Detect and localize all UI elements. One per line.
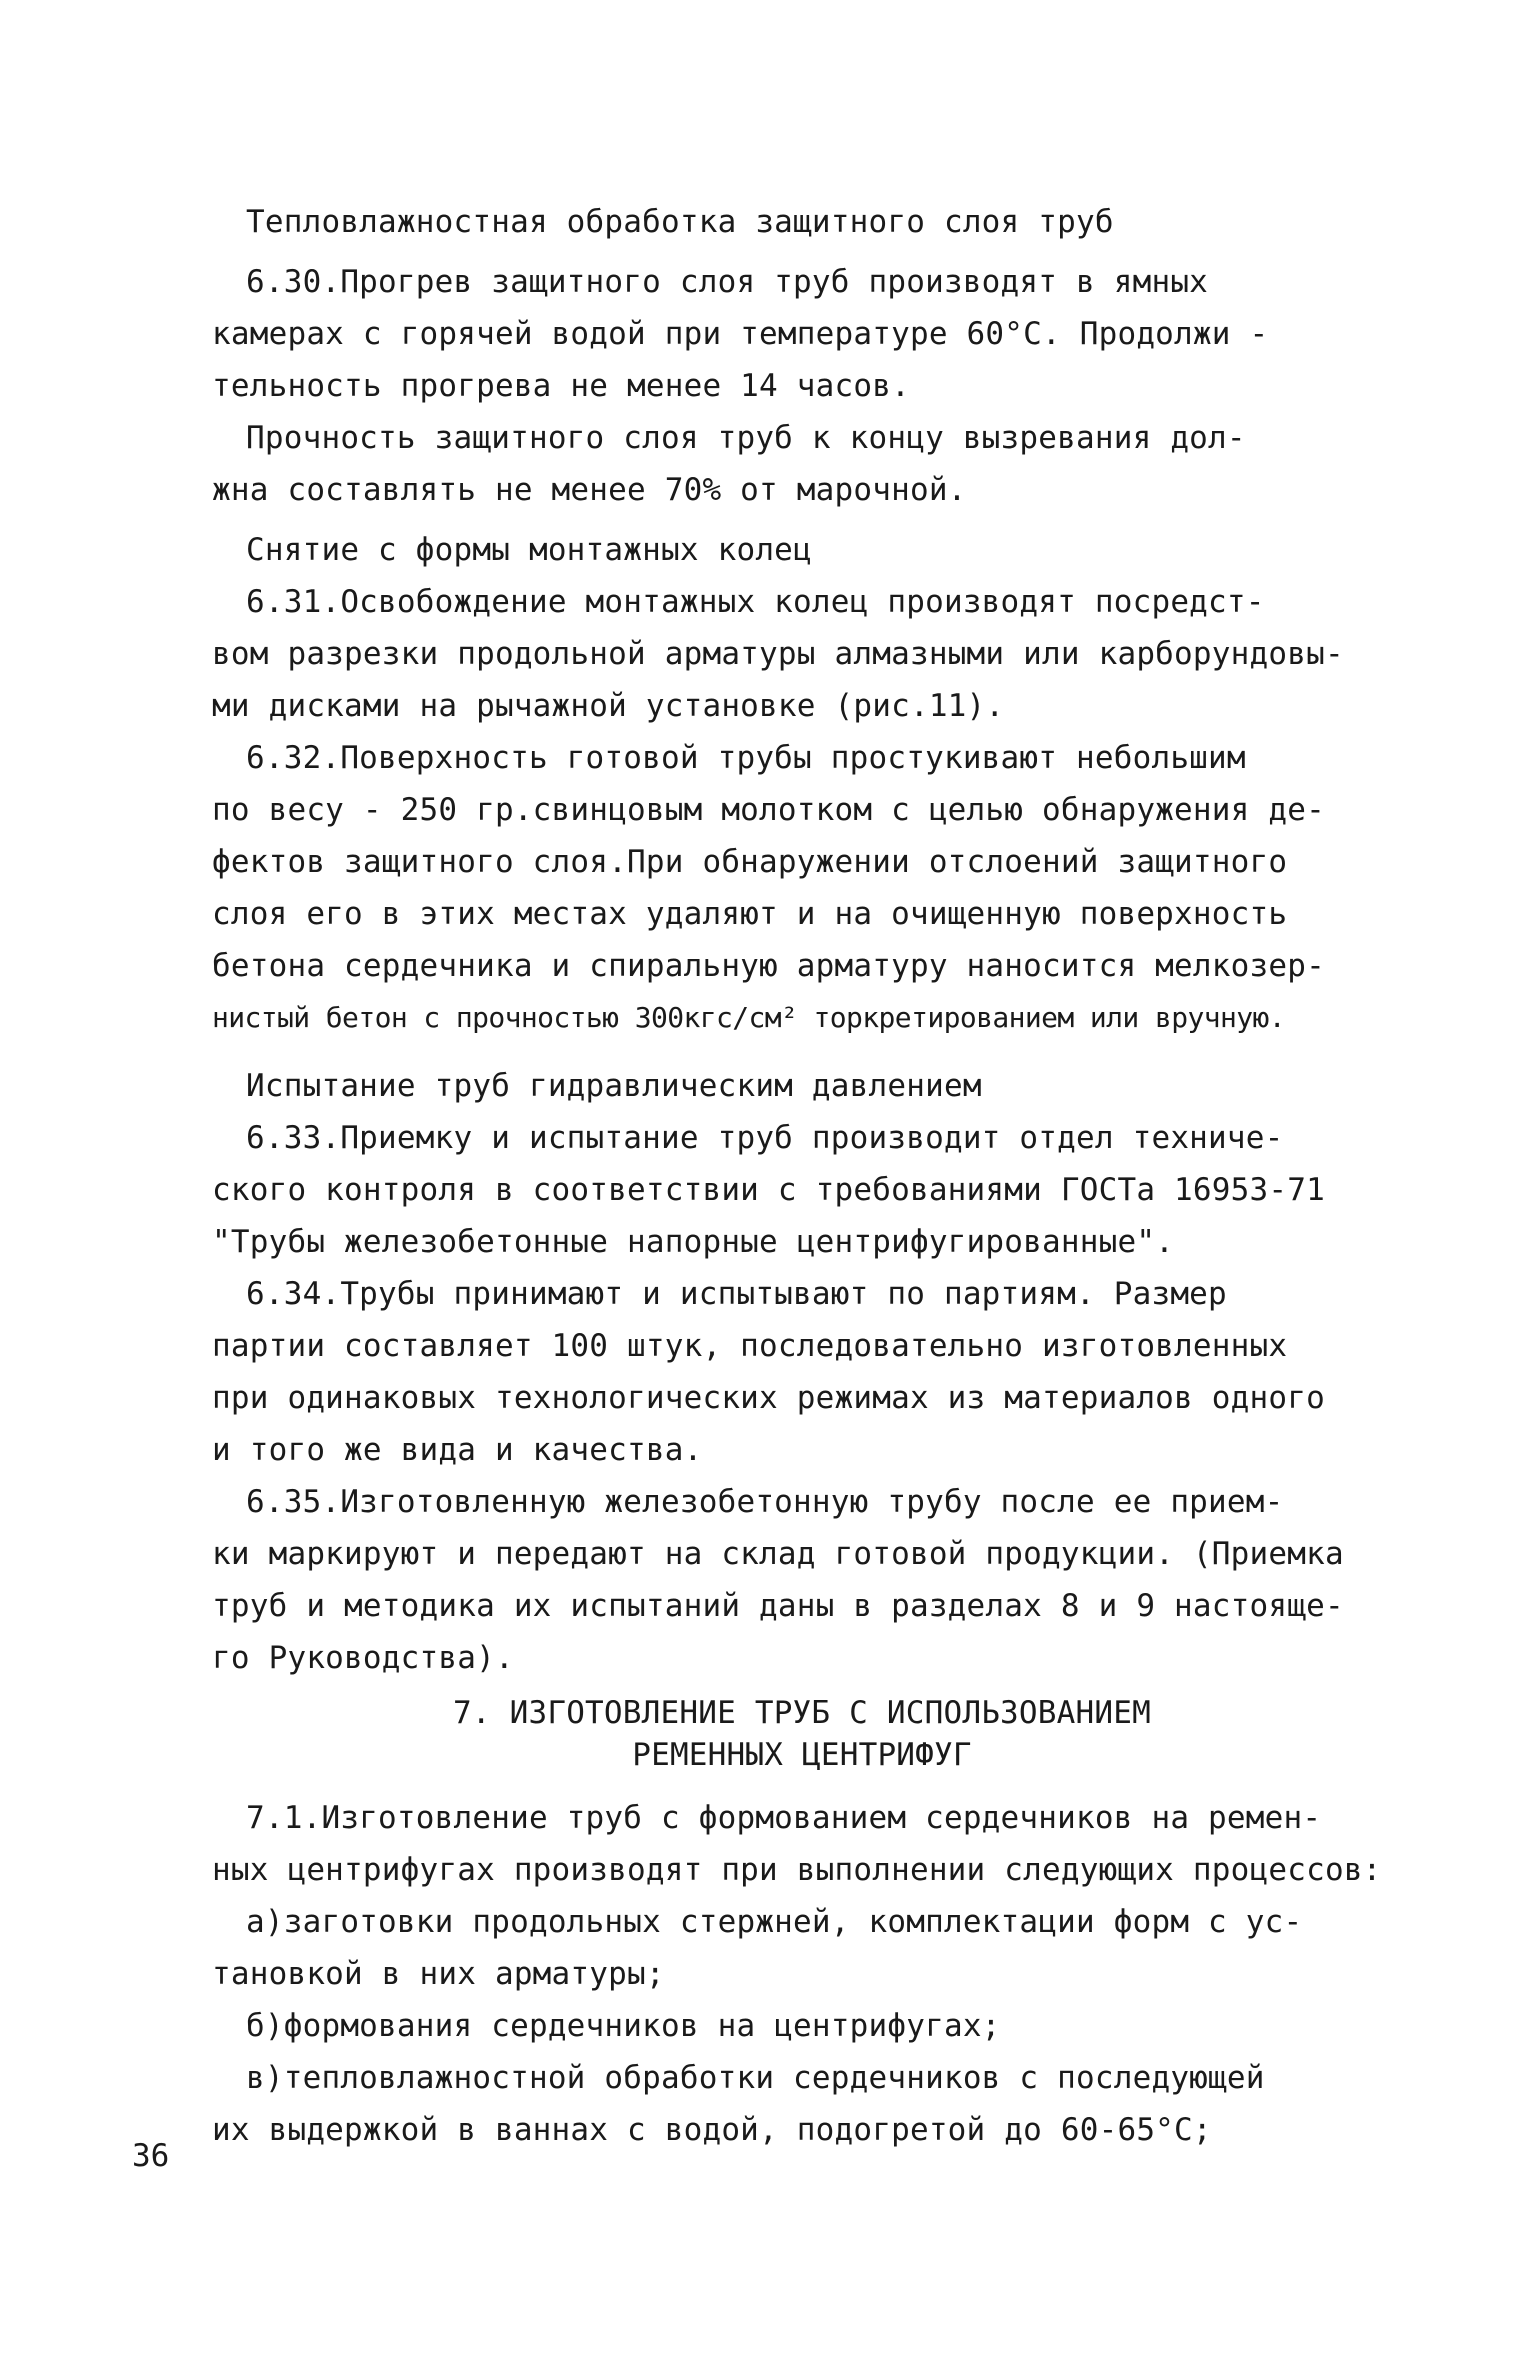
text-line: 6.35.Изготовленную железобетонную трубу после ее прием- bbox=[246, 1484, 1284, 1520]
text-line: труб и методика их испытаний даны в разделах 8 и 9 настояще- bbox=[212, 1588, 1344, 1624]
text-line: 6.31.Освобождение монтажных колец производят посредст- bbox=[246, 584, 1265, 620]
text-line: при одинаковых технологических режимах из материалов одного bbox=[212, 1380, 1325, 1416]
paragraph-7-1 bbox=[212, 1792, 1392, 1896]
paragraph-6-35 bbox=[212, 1476, 1392, 1684]
text-line: фектов защитного слоя.При обнаружении отслоений защитного bbox=[212, 844, 1288, 880]
text-line: и того же вида и качества. bbox=[212, 1432, 703, 1468]
text-line: 6.33.Приемку и испытание труб производит отдел техниче- bbox=[246, 1120, 1284, 1156]
text-line: камерах с горячей водой при температуре 60°С. Продолжи - bbox=[212, 316, 1269, 352]
text-line: слоя его в этих местах удаляют и на очищенную поверхность bbox=[212, 896, 1288, 932]
section-title-line: 7. ИЗГОТОВЛЕНИЕ ТРУБ С ИСПОЛЬЗОВАНИЕМ bbox=[453, 1695, 1151, 1731]
text-line: ных центрифугах производят при выполнении следующих процессов: bbox=[212, 1852, 1382, 1888]
list-item-b bbox=[212, 2000, 1392, 2052]
text-line: бетона сердечника и спиральную арматуру наносится мелкозер- bbox=[212, 948, 1325, 984]
text-line: тановкой в них арматуры; bbox=[212, 1956, 665, 1992]
section-7-title bbox=[212, 1692, 1392, 1776]
text-line: 6.34.Трубы принимают и испытывают по партиям. Размер bbox=[246, 1276, 1227, 1312]
heading-heat-treatment: Тепловлажностная обработка защитного слоя труб bbox=[246, 204, 1114, 240]
text-line: а)заготовки продольных стержней, комплектации форм с ус- bbox=[246, 1904, 1303, 1940]
text-line: Прочность защитного слоя труб к концу вызревания дол- bbox=[246, 420, 1246, 456]
text-line: "Трубы железобетонные напорные центрифугированные". bbox=[212, 1224, 1175, 1260]
text-line: нистый бетон с прочностью 300кгс/см² торкретированием или вручную. bbox=[212, 1001, 1285, 1034]
text-line: го Руководства). bbox=[212, 1640, 514, 1676]
heading-ring-removal: Снятие с формы монтажных колец bbox=[246, 532, 812, 568]
text-line: б)формования сердечников на центрифугах; bbox=[246, 2008, 1001, 2044]
paragraph-6-33 bbox=[212, 1112, 1392, 1268]
text-line: ки маркируют и передают на склад готовой продукции. (Приемка bbox=[212, 1536, 1344, 1572]
text-line: ми дисками на рычажной установке (рис.11). bbox=[212, 688, 1005, 724]
list-item-a bbox=[212, 1896, 1392, 2000]
paragraph-6-30 bbox=[212, 256, 1392, 412]
paragraph-strength bbox=[212, 412, 1392, 516]
paragraph-6-34 bbox=[212, 1268, 1392, 1476]
heading-hydraulic-testing: Испытание труб гидравлическим давлением bbox=[246, 1068, 982, 1104]
text-line: жна составлять не менее 70% от марочной. bbox=[212, 472, 967, 508]
paragraph-6-31 bbox=[212, 576, 1392, 732]
document-body bbox=[212, 196, 1392, 2156]
text-line: по весу - 250 гр.свинцовым молотком с целью обнаружения де- bbox=[212, 792, 1325, 828]
text-line: партии составляет 100 штук, последовательно изготовленных bbox=[212, 1328, 1288, 1364]
section-title-line: РЕМЕННЫХ ЦЕНТРИФУГ bbox=[632, 1737, 972, 1773]
text-line: в)тепловлажностной обработки сердечников с последующей bbox=[246, 2060, 1265, 2096]
text-line: их выдержкой в ваннах с водой, подогретой до 60-65°С; bbox=[212, 2112, 1212, 2148]
list-item-c bbox=[212, 2052, 1392, 2156]
text-line: вом разрезки продольной арматуры алмазными или карборундовы- bbox=[212, 636, 1344, 672]
text-line: 6.30.Прогрев защитного слоя труб производят в ямных bbox=[246, 264, 1209, 300]
text-line: 7.1.Изготовление труб с формованием сердечников на ремен- bbox=[246, 1800, 1322, 1836]
page-number: 36 bbox=[132, 2138, 170, 2174]
text-line: 6.32.Поверхность готовой трубы простукивают небольшим bbox=[246, 740, 1246, 776]
text-line: ского контроля в соответствии с требованиями ГОСТа 16953-71 bbox=[212, 1172, 1325, 1208]
text-line: тельность прогрева не менее 14 часов. bbox=[212, 368, 910, 404]
paragraph-6-32 bbox=[212, 732, 1392, 1044]
